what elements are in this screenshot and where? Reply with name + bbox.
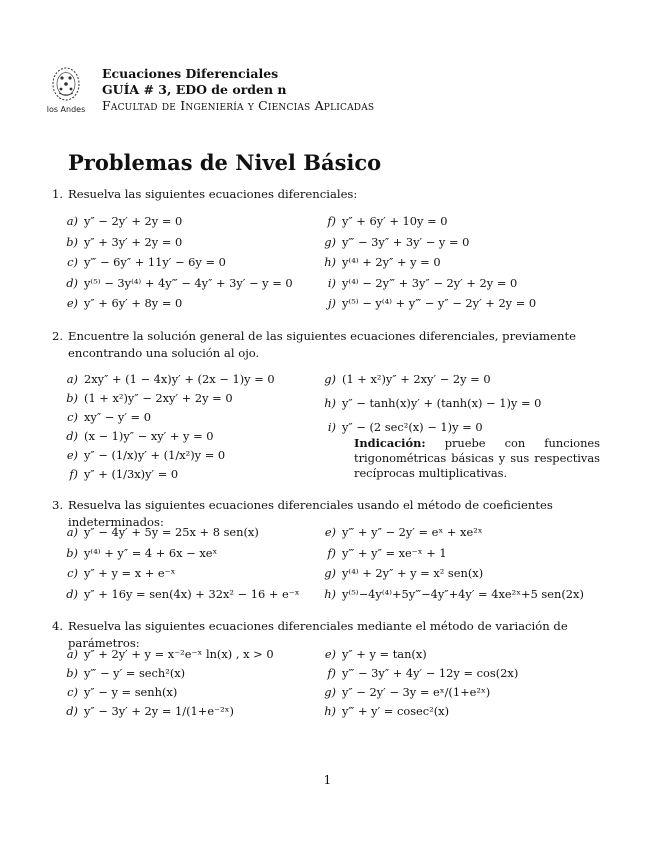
problem-2 (52, 328, 608, 362)
equation-label: f) (327, 214, 336, 228)
equation-label: a) (66, 214, 78, 228)
equation-text: y⁽⁴⁾ + y″ = 4 + 6x − xeˣ (84, 545, 218, 560)
equation-item (318, 276, 517, 290)
faculty-name: Facultad de Ingeniería y Ciencias Aplicadas (102, 98, 375, 113)
equation-text: y″ + 2y′ + y = x⁻²e⁻ˣ ln(x) , x > 0 (84, 647, 274, 661)
equation-label: d) (66, 586, 78, 601)
equation-label: f) (327, 545, 336, 560)
equation-label: f) (69, 467, 78, 481)
equation-item (60, 647, 274, 661)
equation-item (318, 525, 483, 539)
equation-label: h) (324, 396, 336, 410)
equation-text: y⁽⁵⁾ − 3y⁽⁴⁾ + 4y‴ − 4y″ + 3y′ − y = 0 (84, 275, 293, 290)
equation-item (60, 448, 225, 462)
problem-1 (52, 186, 608, 203)
equation-item (318, 566, 483, 580)
equation-item (318, 255, 441, 269)
document-header (102, 66, 374, 114)
equation-text: y‴ − 3y″ + 3y′ − y = 0 (342, 234, 470, 249)
logo-text: los Andes (46, 105, 86, 114)
equation-item (318, 666, 518, 680)
equation-label: h) (324, 255, 336, 269)
equation-text: y⁽⁴⁾ + 2y″ + y = x² sen(x) (342, 566, 484, 580)
equation-label: b) (66, 391, 78, 405)
problem-number: 2. (52, 329, 64, 343)
equation-text: y‴ + y″ − 2y′ = eˣ + xe²ˣ (342, 525, 483, 539)
equation-item (318, 296, 536, 310)
equation-text: (1 + x²)y″ + 2xy′ − 2y = 0 (342, 372, 491, 386)
equation-text: y″ − (1/x)y′ + (1/x²)y = 0 (84, 448, 226, 462)
equation-item (60, 666, 185, 680)
equation-text: (1 + x²)y″ − 2xy′ + 2y = 0 (84, 391, 233, 405)
equation-item (60, 685, 177, 699)
equation-label: e) (66, 448, 78, 462)
university-logo-icon (44, 62, 88, 114)
equation-label: h) (324, 586, 336, 601)
equation-label: c) (67, 255, 78, 269)
hint-block (354, 436, 600, 481)
problem-statement: Resuelva las siguientes ecuaciones diferenciales mediante el método de variación de parámetros: (68, 619, 568, 650)
equation-label: j) (328, 296, 336, 310)
equation-item (60, 546, 217, 560)
equation-label: d) (66, 429, 78, 443)
equation-text: y⁽⁵⁾ − y⁽⁴⁾ + y‴ − y″ − 2y′ + 2y = 0 (342, 296, 537, 310)
equation-item (318, 587, 584, 601)
equation-label: g) (324, 566, 336, 580)
equation-label: g) (324, 685, 336, 699)
equation-label: a) (66, 647, 78, 661)
equation-label: b) (66, 545, 78, 560)
equation-item (60, 587, 300, 601)
equation-item (60, 467, 178, 481)
equation-item (60, 566, 176, 580)
equation-item (318, 704, 449, 718)
equation-label: d) (66, 275, 78, 290)
equation-text: y″ − 2y′ − 3y = eˣ/(1+e²ˣ) (342, 685, 491, 699)
equation-text: y″ − tanh(x)y′ + (tanh(x) − 1)y = 0 (342, 396, 542, 410)
equation-label: i) (327, 275, 336, 290)
equation-label: a) (66, 525, 78, 539)
equation-text: y″ + 3y′ + 2y = 0 (84, 234, 183, 249)
equation-text: y⁽⁴⁾ − 2y‴ + 3y″ − 2y′ + 2y = 0 (342, 275, 518, 290)
equation-item (60, 235, 182, 249)
equation-text: y″ + y = tan(x) (342, 647, 427, 661)
equation-text: y″ + 6y′ + 8y = 0 (84, 296, 183, 310)
equation-label: e) (324, 525, 336, 539)
equation-item (60, 704, 234, 718)
equation-text: y‴ − y′ = sech²(x) (84, 666, 186, 680)
equation-item (60, 255, 226, 269)
equation-text: y⁽⁴⁾ + 2y″ + y = 0 (342, 255, 441, 269)
equation-label: b) (66, 234, 78, 249)
equation-text: 2xy″ + (1 − 4x)y′ + (2x − 1)y = 0 (84, 372, 275, 386)
equation-item (60, 391, 233, 405)
equation-text: y″ + 16y = sen(4x) + 32x² − 16 + e⁻ˣ (84, 586, 300, 601)
equation-text: y‴ − 6y″ + 11y′ − 6y = 0 (84, 255, 226, 269)
equation-item (60, 276, 293, 290)
equation-text: (x − 1)y″ − xy′ + y = 0 (84, 429, 214, 443)
equation-text: y″ + y = x + e⁻ˣ (84, 566, 176, 580)
equation-item (318, 685, 490, 699)
equation-text: xy″ − y′ = 0 (84, 410, 151, 424)
problem-number: 1. (52, 187, 64, 201)
problem-number: 4. (52, 619, 64, 633)
problem-statement: Resuelva las siguientes ecuaciones diferenciales usando el método de coeficientes indeterminados: (68, 498, 553, 529)
equation-label: b) (66, 666, 78, 680)
equation-text: y″ − 2y′ + 2y = 0 (84, 214, 183, 228)
problem-number: 3. (52, 498, 64, 512)
equation-item (318, 420, 483, 434)
guide-title: GUÍA # 3, EDO de orden n (102, 82, 287, 97)
equation-label: e) (66, 296, 78, 310)
equation-item (60, 372, 275, 386)
equation-label: e) (324, 647, 336, 661)
problem-statement: Encuentre la solución general de las siguientes ecuaciones diferenciales, previamente encontrando una solución al ojo. (68, 329, 576, 360)
equation-label: g) (324, 372, 336, 386)
equation-text: y″ + 6y′ + 10y = 0 (342, 214, 448, 228)
equation-text: y‴ + y′ = cosec²(x) (342, 704, 450, 718)
equation-label: i) (327, 420, 336, 434)
equation-label: h) (324, 704, 336, 718)
section-title: Problemas de Nivel Básico (68, 150, 382, 175)
equation-item (60, 296, 182, 310)
equation-item (318, 647, 427, 661)
equation-item (318, 546, 447, 560)
equation-text: y″ − y = senh(x) (84, 685, 178, 699)
equation-label: g) (324, 234, 336, 249)
equation-label: d) (66, 704, 78, 718)
course-title: Ecuaciones Diferenciales (102, 66, 279, 81)
equation-text: y⁽⁵⁾−4y⁽⁴⁾+5y‴−4y″+4y′ = 4xe²ˣ+5 sen(2x) (342, 586, 584, 601)
equation-text: y‴ + y″ = xe⁻ˣ + 1 (342, 545, 447, 560)
equation-item (318, 372, 491, 386)
equation-item (60, 429, 214, 443)
equation-item (60, 214, 182, 228)
equation-text: y″ + (1/3x)y′ = 0 (84, 467, 179, 481)
equation-label: c) (67, 685, 78, 699)
equation-item (60, 410, 151, 424)
equation-item (318, 396, 541, 410)
equation-label: f) (327, 666, 336, 680)
equation-item (318, 235, 469, 249)
problem-statement: Resuelva las siguientes ecuaciones diferenciales: (68, 187, 358, 201)
hint-label: Indicación: (354, 436, 426, 450)
page-number: 1 (323, 773, 332, 787)
equation-text: y″ − 3y′ + 2y = 1/(1+e⁻²ˣ) (84, 704, 234, 718)
equation-text: y″ − 4y′ + 5y = 25x + 8 sen(x) (84, 525, 259, 539)
equation-label: a) (66, 372, 78, 386)
equation-text: y‴ − 3y″ + 4y′ − 12y = cos(2x) (342, 666, 519, 680)
equation-label: c) (67, 410, 78, 424)
equation-text: y″ − (2 sec²(x) − 1)y = 0 (342, 420, 483, 434)
hint-text: pruebe con funciones trigonométricas básicas y sus respectivas recíprocas multiplicativas. (354, 436, 600, 480)
equation-item (318, 214, 448, 228)
equation-item (60, 525, 259, 539)
equation-label: c) (67, 566, 78, 580)
